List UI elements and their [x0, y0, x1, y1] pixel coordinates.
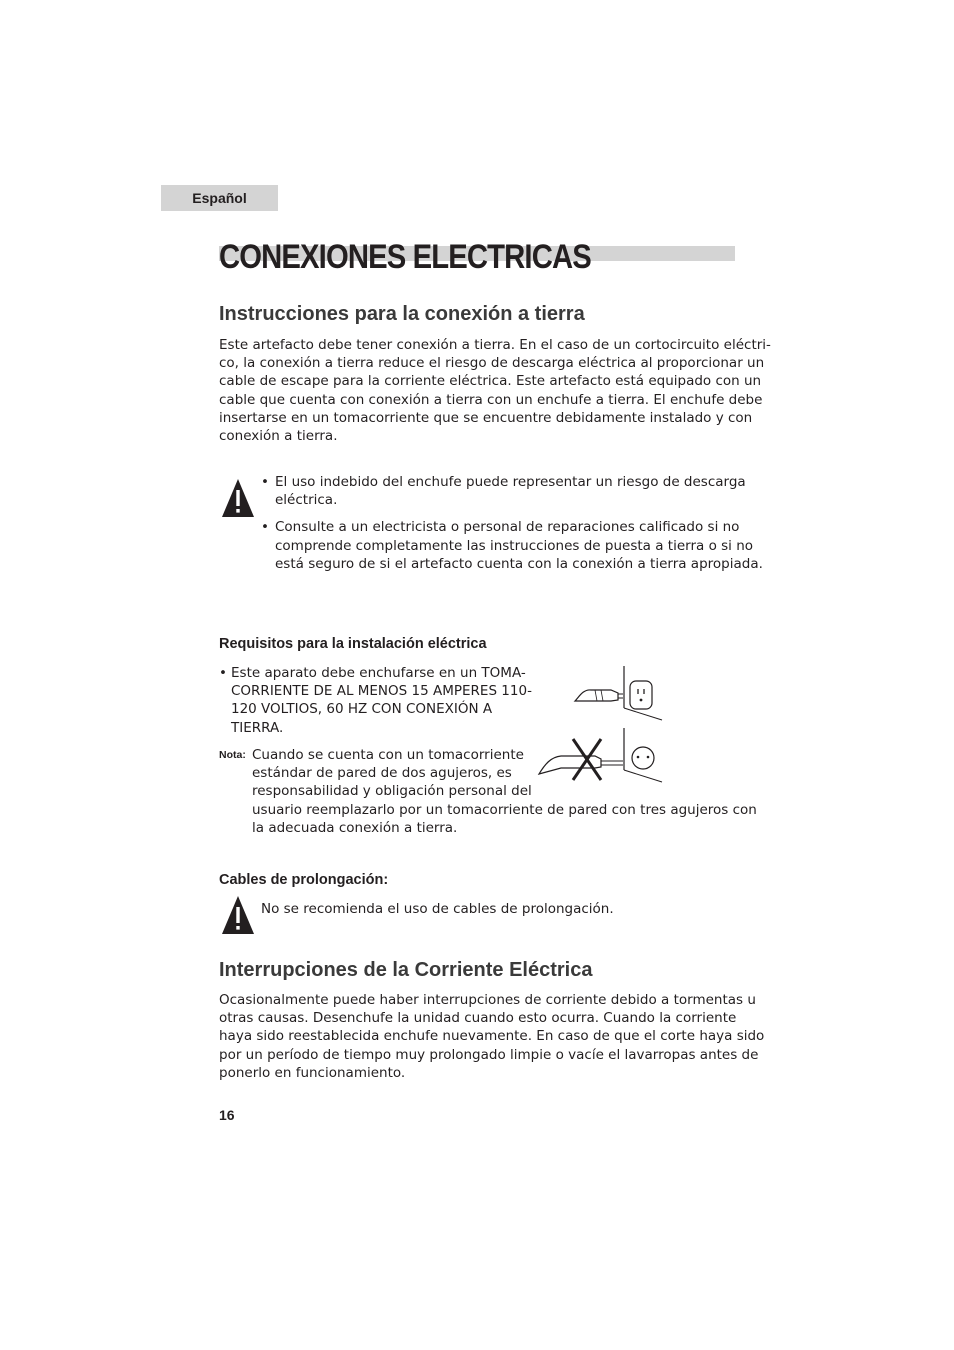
ground-line: co, la conexión a tierra reduce el riesgo de descarga eléctrica al proporcionar un [219, 355, 765, 372]
two-prong-outlet-crossed-icon [539, 728, 662, 782]
requirements-line: 120 VOLTIOS, 60 HZ CON CONEXIÓN A [231, 701, 493, 718]
ground-line: insertarse en un tomacorriente que se encuentre debidamente instalado y con [219, 409, 753, 426]
ground-heading: Instrucciones para la conexión a tierra [219, 303, 585, 325]
note-line: usuario reemplazarlo por un tomacorriente de pared con tres agujeros con [252, 801, 757, 818]
interruptions-line: Ocasionalmente puede haber interrupciones de corriente debido a tormentas u [219, 992, 756, 1008]
warning-item [261, 473, 746, 509]
warning-list [261, 473, 763, 582]
requirements-line: TIERRA. [231, 719, 284, 736]
warning-line: comprende completamente las instrucciones de puesta a tierra o si no [275, 537, 754, 554]
warning-triangle-icon [220, 894, 256, 936]
warning-line: eléctrica. [275, 492, 338, 509]
ground-line: cable que cuenta con conexión a tierra con un enchufe a tierra. El enchufe debe [219, 391, 763, 408]
three-prong-plug-outlet-icon [575, 666, 662, 720]
ground-line: conexión a tierra. [219, 428, 338, 445]
ground-line: cable de escape para la corriente eléctrica. Este artefacto está equipado con un [219, 373, 762, 390]
note-line: responsabilidad y obligación personal del [252, 783, 532, 800]
requirements-line: • Este aparato debe enchufarse en un TOMA- [231, 665, 526, 681]
interruptions-line: por un período de tiempo muy prolongado limpie o vacíe el lavarropas antes de [219, 1046, 759, 1063]
interruptions-line: otras causas. Desenchufe la unidad cuando esto ocurra. Cuando la corriente [219, 1010, 737, 1027]
note-line: Cuando se cuenta con un tomacorriente [252, 747, 524, 763]
extension-line: No se recomienda el uso de cables de prolongación. [261, 901, 614, 917]
language-tab-label: Español [192, 190, 247, 206]
note-paragraph [252, 746, 757, 837]
warning-line: • El uso indebido del enchufe puede representar un riesgo de descarga [275, 474, 746, 490]
warning-triangle-icon [220, 477, 256, 519]
requirements-bullet [219, 664, 541, 737]
page-number: 16 [219, 1107, 235, 1123]
warning-line: • Consulte a un electricista o personal de reparaciones calificado si no [275, 519, 740, 536]
page-title: CONEXIONES ELECTRICAS [219, 238, 591, 276]
warning-item [261, 518, 763, 573]
ground-line: Este artefacto debe tener conexión a tierra. En el caso de un cortocircuito eléctri- [219, 337, 771, 353]
plug-outlet-illustration [535, 664, 665, 786]
note-label: Nota: [219, 749, 246, 761]
note-line: la adecuada conexión a tierra. [252, 819, 458, 836]
interruptions-line: ponerlo en funcionamiento. [219, 1064, 406, 1081]
extension-text [261, 900, 614, 918]
requirements-line: CORRIENTE DE AL MENOS 15 AMPERES 110- [231, 683, 532, 700]
warning-line: está seguro de si el artefacto cuenta con la conexión a tierra apropiada. [275, 555, 763, 572]
language-tab [161, 185, 278, 211]
interruptions-line: haya sido reestablecida enchufe nuevamente. En caso de que el corte haya sido [219, 1028, 765, 1045]
interruptions-paragraph [219, 991, 765, 1082]
note-line: estándar de pared de dos agujeros, es [252, 765, 512, 782]
interruptions-heading: Interrupciones de la Corriente Eléctrica [219, 959, 593, 981]
ground-paragraph [219, 336, 771, 445]
extension-heading: Cables de prolongación: [219, 872, 389, 888]
requirements-heading: Requisitos para la instalación eléctrica [219, 636, 487, 652]
